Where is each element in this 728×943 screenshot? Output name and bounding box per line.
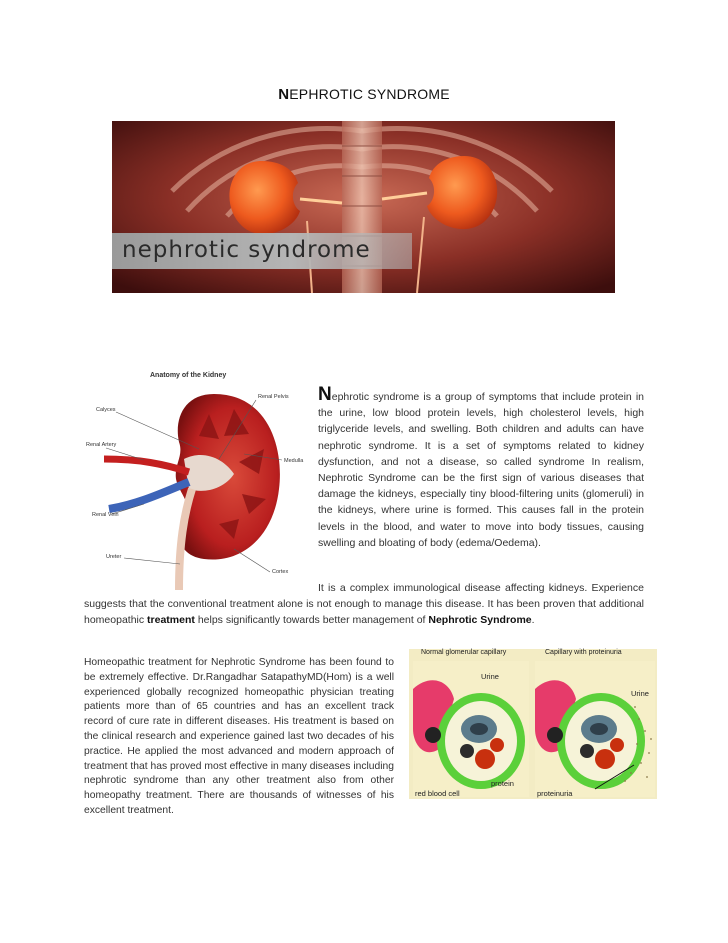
- second-paragraph: [84, 580, 644, 629]
- title-rest: EPHROTIC SYNDROME: [289, 86, 450, 102]
- p1-seg3: . Both children and adults can have nephrotic syndrome. It is a set of symptoms related to kidney dysfunction, and not a disease, so called syndrome In realism, Nephrotic Syndrome can be the first sign of various diseases that damage the kidneys, especially tiny blood-filtering units (glomeruli) in the kidneys, where urine is formed. This causes fall in the protein levels in the blood, and water to move into body tissues, causing swelling and bloating of body (edema/Oedema).: [318, 423, 644, 549]
- protein-label: protein: [491, 779, 514, 788]
- proteinuria-label: proteinuria: [537, 789, 573, 798]
- banner-text: nephrotic syndrome: [122, 237, 371, 263]
- treatment-paragraph: Homeopathic treatment for Nephrotic Syndrome has been found to be extremely effective. Dr.Rangadhar SatapathyMD(Hom) is a well experienced globally recognized homeopathic physician treating patients more than of 65 countries and has an excellent track record of cure rate in different diseases. His treatment is based on the clinical research and experience gained last two decades of his practice. He applied the most advanced and modern approach of treatment that has proved most effective in many diseases including nephrotic syndrome than any other treatment also from other homeopathy treatment. There are thousands of witnesses of his excellent treatment.: [84, 657, 394, 816]
- proteinuria-capillary-title: Capillary with proteinuria: [545, 649, 622, 656]
- page-title: [0, 86, 728, 103]
- label-calyces: Calyces: [96, 407, 116, 413]
- p1-seg2: , low blood protein levels, high cholesterol levels, high triglyceride levels, and: [318, 407, 644, 436]
- label-renal-vein: Renal Vein: [92, 512, 119, 518]
- label-medulla: Medulla: [284, 458, 304, 464]
- label-ureter: Ureter: [106, 554, 122, 560]
- dropcap: N: [318, 384, 332, 405]
- p2-seg1: It is a complex immunological disease affecting kidneys. Experience suggests that the conventional treatment alone is not enough to manage this disease. It has been proven that additional homeopathic: [84, 582, 644, 627]
- label-renal-artery: Renal Artery: [86, 442, 117, 448]
- red-blood-cell-label: red blood cell: [415, 789, 460, 798]
- urine-left-label: Urine: [481, 672, 499, 681]
- hero-image: [112, 121, 615, 293]
- p2-seg2: helps significantly towards better management of: [194, 614, 429, 627]
- swelling-text: swelling: [430, 423, 469, 436]
- anatomy-title: Anatomy of the Kidney: [150, 372, 227, 379]
- intro-paragraph: [318, 384, 645, 551]
- p1-seg1: ephrotic syndrome is a group of symptoms that include: [331, 391, 600, 403]
- urine-right-label: Urine: [631, 689, 649, 698]
- protein-in-urine-text: protein in the urine: [318, 391, 645, 420]
- treatment-bold: treatment: [147, 614, 195, 627]
- proteinuria-capillary-panel: [535, 661, 655, 797]
- normal-capillary-panel: [413, 661, 529, 797]
- p2-end: .: [531, 614, 535, 627]
- label-renal-pelvis: Renal Pelvis: [258, 394, 289, 400]
- kidney-anatomy-diagram: [84, 364, 310, 590]
- glomerular-capillary-figure: [409, 649, 657, 799]
- normal-capillary-title: Normal glomerular capillary: [421, 649, 507, 656]
- title-first-letter: N: [278, 86, 290, 103]
- capillary-illustration: [409, 649, 657, 799]
- label-cortex: Cortex: [272, 569, 289, 575]
- nephrotic-syndrome-bold: Nephrotic Syndrome: [428, 614, 532, 627]
